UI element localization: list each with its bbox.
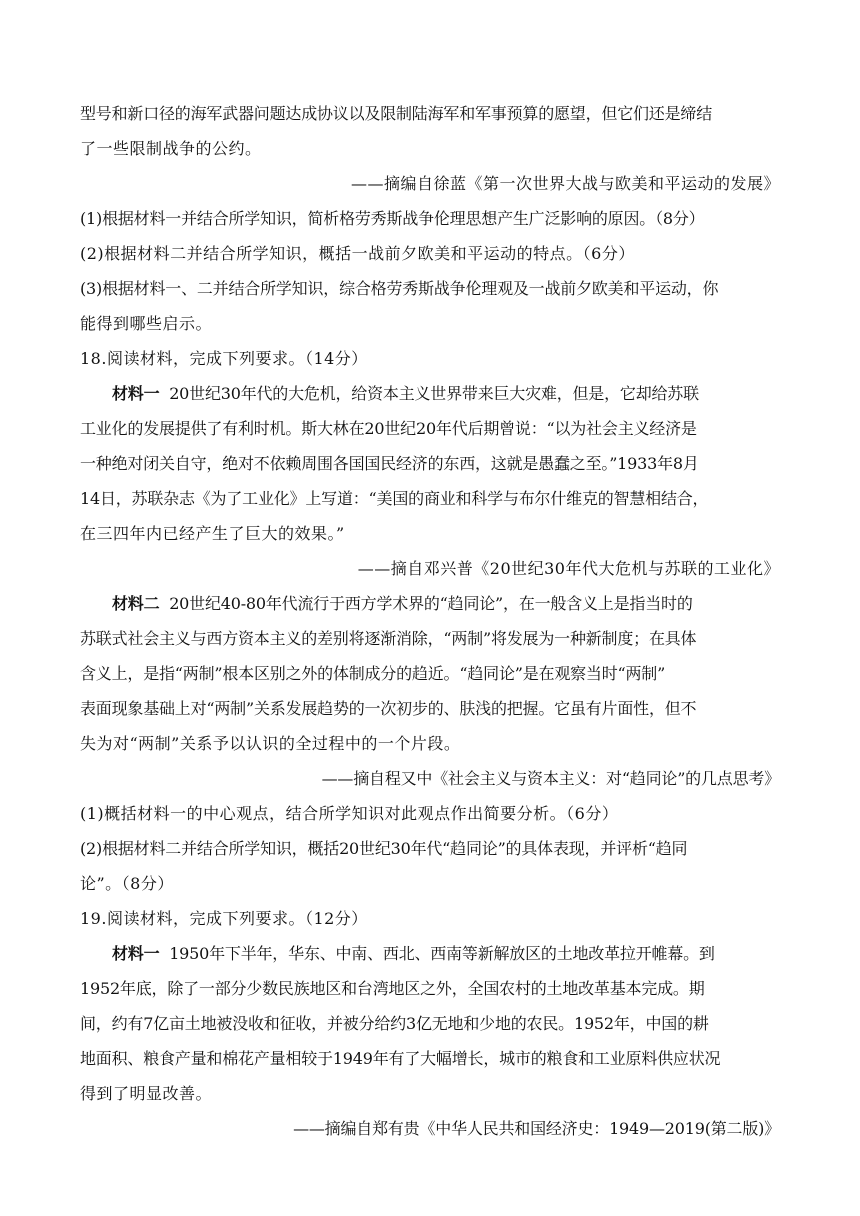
text-line: 论”。（8分） — [80, 874, 174, 893]
question-item: (1)概括材料一的中心观点，结合所学知识对此观点作出简要分析。（6分） — [80, 804, 619, 823]
question-item: (2)根据材料二并结合所学知识，概括20世纪30年代“趋同论”的具体表现，并评析“趋同 — [80, 839, 688, 858]
text-line: 苏联式社会主义与西方资本主义的差别将逐渐消除，“两制”将发展为一种新制度；在具体 — [80, 629, 697, 648]
text-span: 1950年下半年，华东、中南、西北、西南等新解放区的土地改革拉开帷幕。到 — [169, 944, 715, 963]
question-heading: 18.阅读材料，完成下列要求。（14分） — [80, 349, 368, 368]
material-label: 材料一 — [112, 384, 160, 403]
text-line: 工业化的发展提供了有利时机。斯大林在20世纪20年代后期曾说：“以为社会主义经济是 — [80, 419, 697, 438]
text-line: 间，约有7亿亩土地被没收和征收，并被分给约3亿无地和少地的农民。1952年，中国的耕 — [80, 1014, 709, 1033]
citation: ——摘自邓兴普《20世纪30年代大危机与苏联的工业化》 — [357, 559, 780, 578]
citation: ——摘编自徐蓝《第一次世界大战与欧美和平运动的发展》 — [350, 174, 780, 193]
question-item: (2)根据材料二并结合所学知识，概括一战前夕欧美和平运动的特点。（6分） — [80, 244, 635, 263]
material-paragraph — [80, 586, 780, 621]
text-line: 一种绝对闭关自守，绝对不依赖周围各国国民经济的东西，这就是愚蠢之至。”1933年8月 — [80, 454, 699, 473]
text-line: 型号和新口径的海军武器问题达成协议以及限制陆海军和军事预算的愿望，但它们还是缔结 — [80, 104, 713, 123]
material-label: 材料二 — [112, 594, 160, 613]
question-heading: 19.阅读材料，完成下列要求。（12分） — [80, 909, 368, 928]
citation: ——摘自程又中《社会主义与资本主义：对“趋同论”的几点思考》 — [321, 769, 780, 788]
text-line: 在三四年内已经产生了巨大的效果。” — [80, 524, 345, 543]
text-line: 地面积、粮食产量和棉花产量相较于1949年有了大幅增长，城市的粮食和工业原料供应状况 — [80, 1049, 721, 1068]
material-paragraph — [80, 936, 780, 971]
text-span: 20世纪40-80年代流行于西方学术界的“趋同论”，在一般含义上是指当时的 — [169, 594, 693, 613]
text-line: 14日，苏联杂志《为了工业化》上写道：“美国的商业和科学与布尔什维克的智慧相结合， — [80, 489, 709, 508]
citation: ——摘编自郑有贵《中华人民共和国经济史：1949—2019(第二版)》 — [293, 1119, 780, 1138]
material-label: 材料一 — [112, 944, 160, 963]
text-line: 失为对“两制”关系予以认识的全过程中的一个片段。 — [80, 734, 461, 753]
text-line: 了一些限制战争的公约。 — [80, 139, 262, 158]
document-page — [80, 96, 780, 1146]
text-line: 能得到哪些启示。 — [80, 314, 213, 333]
question-item: (1)根据材料一并结合所学知识，简析格劳秀斯战争伦理思想产生广泛影响的原因。（8分） — [80, 209, 705, 228]
material-paragraph — [80, 376, 780, 411]
text-line: 表面现象基础上对“两制”关系发展趋势的一次初步的、肤浅的把握。它虽有片面性，但不 — [80, 699, 697, 718]
text-line: 含义上，是指“两制”根本区别之外的体制成分的趋近。“趋同论”是在观察当时“两制” — [80, 664, 666, 683]
text-line: 1952年底，除了一部分少数民族地区和台湾地区之外，全国农村的土地改革基本完成。期 — [80, 979, 705, 998]
text-span: 20世纪30年代的大危机，给资本主义世界带来巨大灾难，但是，它却给苏联 — [169, 384, 699, 403]
question-item: (3)根据材料一、二并结合所学知识，综合格劳秀斯战争伦理观及一战前夕欧美和平运动，你 — [80, 279, 719, 298]
text-line: 得到了明显改善。 — [80, 1084, 213, 1103]
